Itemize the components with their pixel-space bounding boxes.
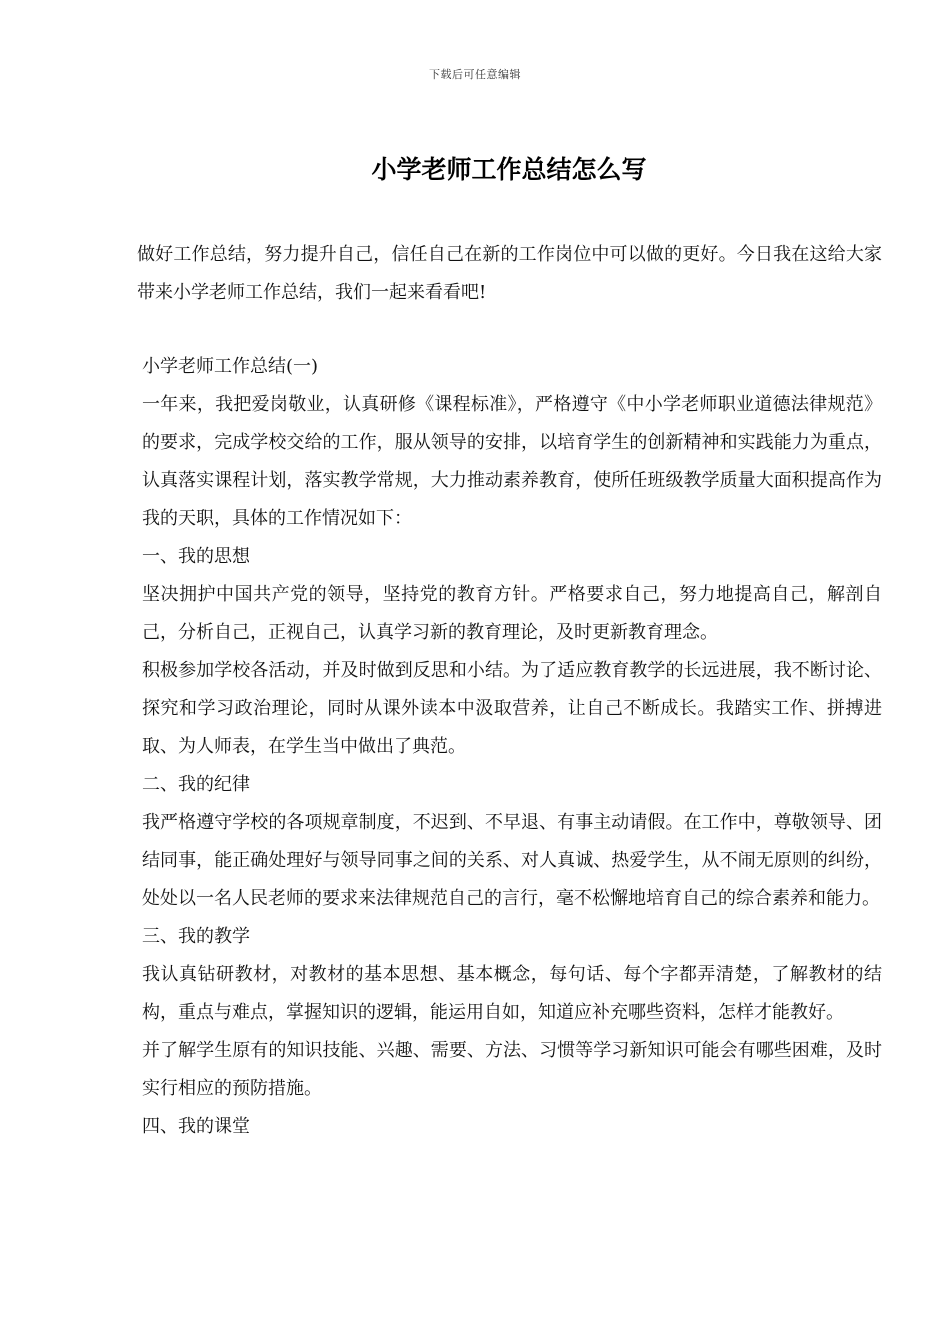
header-note: 下载后可任意编辑	[429, 68, 521, 81]
section-heading-classroom: 四、我的课堂	[142, 1116, 250, 1137]
intro-paragraph: 做好工作总结，努力提升自己，信任自己在新的工作岗位中可以做的更好。今日我在这给大家带来小学老师工作总结，我们一起来看看吧!	[137, 244, 882, 303]
body-paragraph: 一年来，我把爱岗敬业，认真研修《课程标准》，严格遵守《中小学老师职业道德法律规范》的要求，完成学校交给的工作，服从领导的安排，以培育学生的创新精神和实践能力为重点，认真落实课程计划，落实教学常规，大力推动素养教育，使所任班级教学质量大面积提高作为我的天职，具体的工作情况如下：	[142, 394, 882, 529]
document-title: 小学老师工作总结怎么写	[371, 155, 647, 184]
intro-section	[137, 236, 882, 312]
section-heading-teaching: 三、我的教学	[142, 926, 250, 947]
body-paragraph: 我认真钻研教材，对教材的基本思想、基本概念，每句话、每个字都弄清楚，了解教材的结构，重点与难点，掌握知识的逻辑，能运用自如，知道应补充哪些资料，怎样才能教好。	[142, 964, 882, 1023]
document-body	[137, 348, 882, 1146]
section-heading-summary-one: 小学老师工作总结(一)	[142, 356, 319, 377]
body-paragraph: 并了解学生原有的知识技能、兴趣、需要、方法、习惯等学习新知识可能会有哪些困难，及时实行相应的预防措施。	[142, 1040, 882, 1099]
section-heading-discipline: 二、我的纪律	[142, 774, 250, 795]
body-paragraph: 我严格遵守学校的各项规章制度，不迟到、不早退、有事主动请假。在工作中，尊敬领导、团结同事，能正确处理好与领导同事之间的关系、对人真诚、热爱学生，从不闹无原则的纠纷，处处以一名人民老师的要求来法律规范自己的言行，毫不松懈地培育自己的综合素养和能力。	[142, 812, 882, 909]
body-paragraph: 积极参加学校各活动，并及时做到反思和小结。为了适应教育教学的长远进展，我不断讨论、探究和学习政治理论，同时从课外读本中汲取营养，让自己不断成长。我踏实工作、拼搏进取、为人师表，在学生当中做出了典范。	[142, 660, 882, 757]
section-heading-thought: 一、我的思想	[142, 546, 250, 567]
body-paragraph: 坚决拥护中国共产党的领导，坚持党的教育方针。严格要求自己，努力地提高自己，解剖自己，分析自己，正视自己，认真学习新的教育理论，及时更新教育理念。	[142, 584, 882, 643]
